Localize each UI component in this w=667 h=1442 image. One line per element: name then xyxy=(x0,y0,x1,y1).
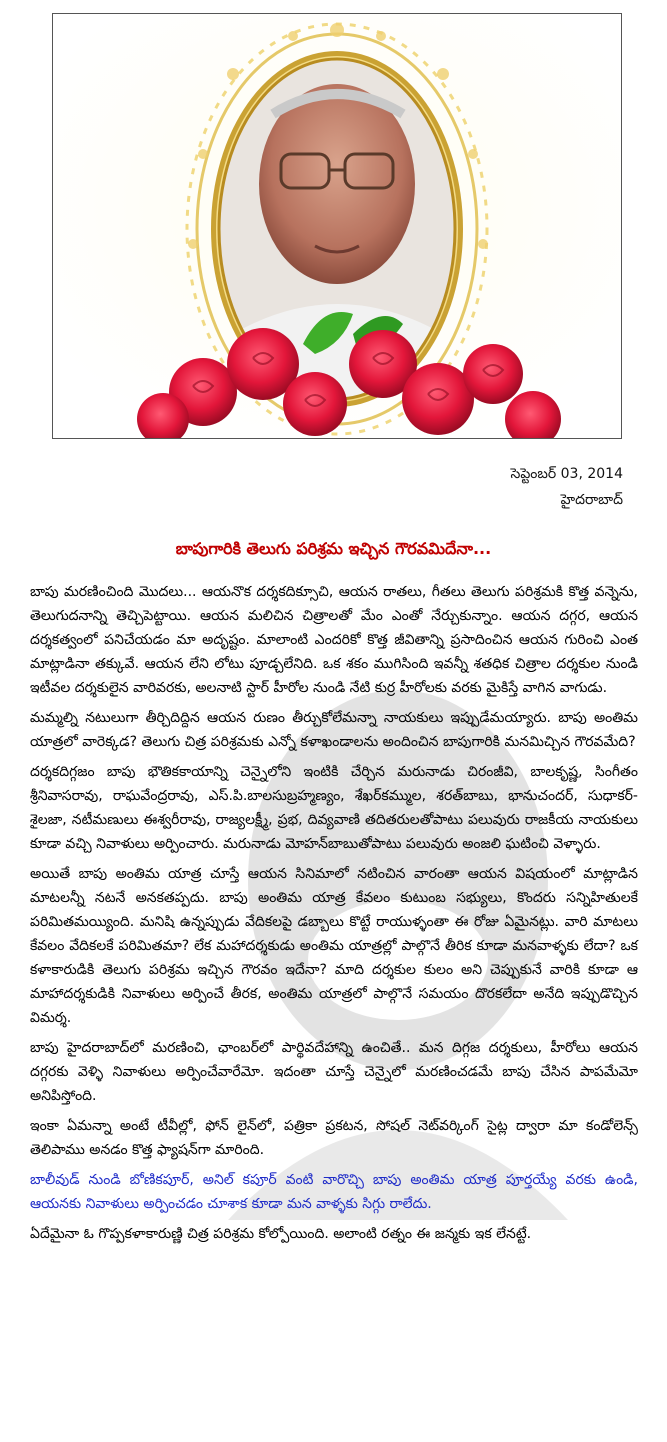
memorial-photo xyxy=(52,13,622,439)
paragraph-1: బాపు మరణించింది మొదలు... ఆయనొక దర్శకదిక్సూచి, ఆయన రాతలు, గీతలు తెలుగు పరిశ్రమకి కొత్త వన్నెను, తెలుగుదనాన్ని తెచ్చిపెట్టాయి. ఆయన మలిచిన చిత్రాలతో మేం ఎంతో నేర్చుకున్నాం. ఆయన దగ్గర, ఆయన దర్శకత్వంలో పనిచేయడం మా అదృష్టం. మాలాంటి ఎందరికో కొత్త జీవితాన్ని ప్రసాదించిన ఆయన గురించి ఎంత మాట్లాడినా తక్కువే. ఆయన లేని లోటు పూడ్చలేనిది. ఒక శకం ముగిసింది ఇవన్నీ శతధిక చిత్రాల దర్శకుల నుండి ఇటీవల దర్శకులైన వారివరకు, అలనాటి స్టార్ హీరోల నుండి నేటి కుర్ర హీరోలకు వరకు మైకిస్తే వాగిన వాగుడు. xyxy=(30,584,638,696)
paragraph-3: దర్శకదిగ్గజం బాపు భౌతికకాయాన్ని చెన్నైలోని ఇంటికి చేర్చిన మరునాడు చిరంజీవి, బాలకృష్ణ, సింగీతం శ్రీనివాసరావు, రాఘవేంద్రరావు, ఎస్.పి.బాలసుబ్రహ్మణ్యం, శేఖర్‌కమ్ముల, శరత్‌బాబు, భానుచందర్, సుధాకర్-శైలజా, నటీమణులు ఈశ్వరీరావు, రాజ్యలక్ష్మీ, ప్రభ, దివ్యవాణి తదితరులతోపాటు పలువురు రాజకీయ నాయకులు కూడా వచ్చి నివాళులు అర్పించారు. మరునాడు మోహన్‌బాబుతోపాటు పలువురు అంజలి ఘటించి వెళ్ళారు. xyxy=(30,764,638,852)
article-place: హైదరాబాద్ xyxy=(560,492,623,508)
article-headline: బాపుగారికి తెలుగు పరిశ్రమ ఇచ్చిన గౌరవమిదేనా... xyxy=(175,539,492,558)
paragraph-2: మమ్మల్ని నటులుగా తీర్చిదిద్దిన ఆయన రుణం తీర్చుకోలేమన్నా నాయకులు ఇప్పుడేమయ్యారు. బాపు అంతిమ యాత్రలో వారెక్కడ? తెలుగు చిత్ర పరిశ్రమకు ఎన్నో కళాఖండాలను అందించిన బాపుగారికి మనమిచ్చిన గౌరవమేది? xyxy=(30,710,638,750)
paragraph-5: బాపు హైదరాబాద్‌లో మరణించి, ఛాంబర్‌లో పార్థివదేహాన్ని ఉంచితే.. మన దిగ్గజ దర్శకులు, హీరోలు ఆయన దగ్గరకు వెళ్ళి నివాళులు అర్పించేవారేమో. ఇదంతా చూస్తే చెన్నైలో మరణించడమే బాపు చేసిన పాపమేమో అనిపిస్తోంది. xyxy=(30,1040,638,1104)
article-body xyxy=(30,580,638,1252)
paragraph-6: ఇంకా ఏమన్నా అంటే టీవీల్లో, ఫోన్ లైన్‌లో, పత్రికా ప్రకటన, సోషల్ నెట్‌వర్కింగ్ సైట్ల ద్వారా మా కండోలెన్స్ తెలిపాము అనడం కొత్త ఫ్యాషన్‌గా మారింది. xyxy=(30,1118,638,1158)
article-date: సెప్టెంబర్ 03, 2014 xyxy=(510,466,623,482)
paragraph-4: అయితే బాపు అంతిమ యాత్ర చూస్తే ఆయన సినిమాలో నటించిన వారంతా ఆయన విషయంలో మాట్లాడిన మాటలన్నీ నటనే అనకతప్పదు. బాపు అంతిమ యాత్ర కేవలం కుటుంబ సభ్యులు, కొందరు సన్నిహితులకే పరిమితమయ్యింది. మనిషి ఉన్నప్పుడు వేదికలపై డబ్బాలు కొట్టే రాయుళ్ళంతా ఈ రోజు ఏమైనట్లు. వారి మాటలు కేవలం వేదికలకే పరిమితమా? లేక మహాదర్శకుడు అంతిమ యాత్రల్లో పాల్గొనే తీరిక కూడా మనవాళ్ళకు లేదా? ఒక కళాకారుడికి తెలుగు పరిశ్రమ ఇచ్చిన గౌరవం ఇదేనా? మాది దర్శకుల కులం అని చెప్పుకునే వారికి కూడా ఆ మాహాదర్శకుడికి నివాళులు అర్పించే తీరక, అంతిమ యాత్రలో పాల్గొనే సమయం దొరకలేదా అనేది ఇప్పుడొచ్చిన విమర్శ. xyxy=(30,866,638,1026)
paragraph-8: ఏదేమైనా ఓ గొప్పకళాకారుణ్ణి చిత్ర పరిశ్రమ కోల్పోయింది. అలాంటి రత్నం ఈ జన్మకు ఇక లేనట్టే. xyxy=(30,1226,532,1242)
portrait-photo xyxy=(53,14,621,438)
paragraph-7-highlight: బాలీవుడ్ నుండి బోణికపూర్, అనిల్ కపూర్ వంటి వారొచ్చి బాపు అంతిమ యాత్ర పూర్తయ్యే వరకు ఉండి, ఆయనకు నివాళులు అర్పించడం చూశాక కూడా మన వాళ్ళకు సిగ్గు రాలేదు. xyxy=(30,1172,638,1212)
